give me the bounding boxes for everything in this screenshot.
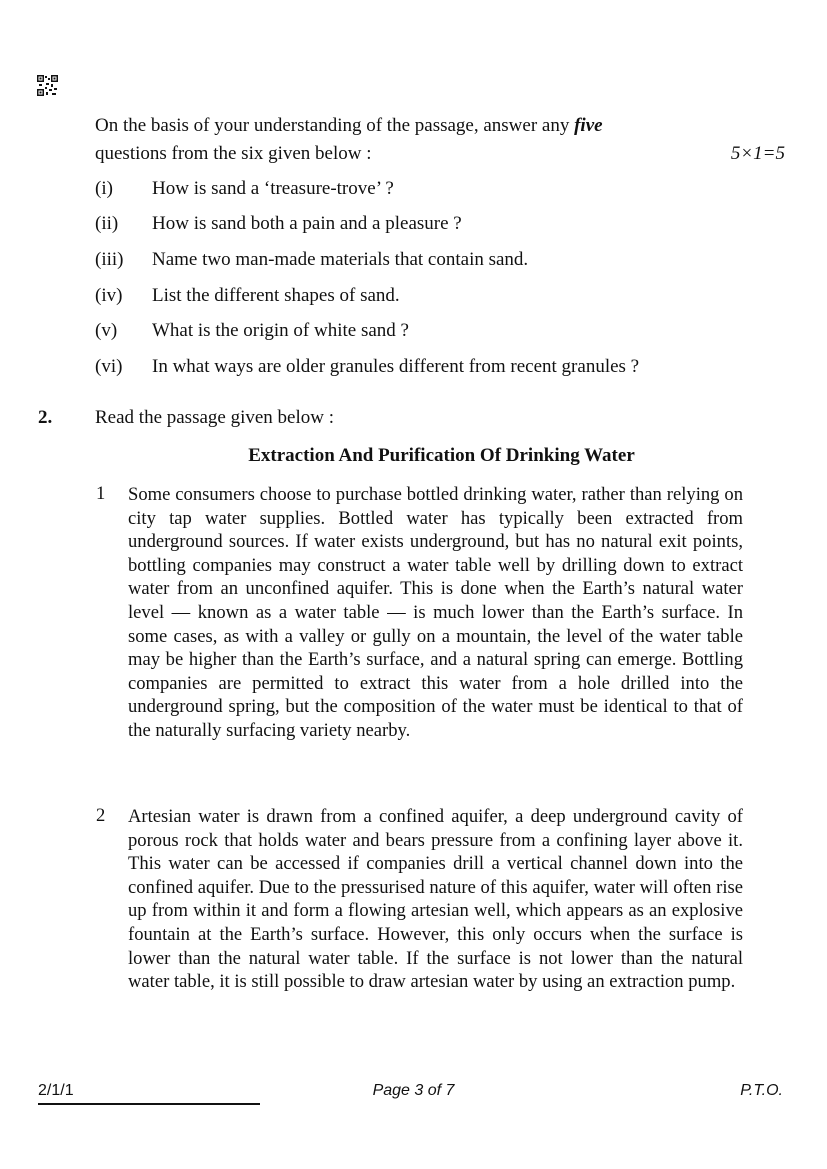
paper-code: 2/1/1 [38,1082,74,1099]
passage-paragraph: Artesian water is drawn from a confined aquifer, a deep underground cavity of porous rock that holds water and bears pressure from a confining layer above it. This water can be accessed if companies drill a vertical channel down into the confined aquifer. Due to the pressurised nature of this aquifer, water will often rise up from within it and form a flowing artesian well, which appears as an explosive fountain at the Earth’s surface. However, this only occurs when the surface is lower than the natural water table. If the surface is not lower than the natural water table, it is still possible to draw artesian water by using an extraction pump. [128,806,743,993]
sub-question-number: (vi) [95,356,123,377]
footer-divider [38,1103,260,1105]
page-number: Page 3 of 7 [372,1082,455,1099]
marks-label: 5×1=5 [730,143,785,164]
paragraph-number: 2 [96,805,106,826]
passage-title: Extraction And Purification Of Drinking Water [248,445,635,466]
sub-question-number: (v) [95,320,118,341]
intro-text: On the basis of your understanding of the passage, answer any [95,115,575,136]
question-instruction: Read the passage given below : [95,407,335,428]
pto-label: P.T.O. [740,1082,783,1099]
question-intro [95,112,785,168]
sub-question-text: How is sand a ‘treasure-trove’ ? [152,178,394,199]
question-number: 2. [38,407,53,428]
sub-question-text: In what ways are older granules different from recent granules ? [152,356,640,377]
sub-question-number: (ii) [95,213,119,234]
sub-question-number: (iv) [95,285,123,306]
paragraph-number: 1 [96,483,106,504]
intro-emphasis: five [574,115,603,136]
intro-text-continued: questions from the six given below : [95,143,372,164]
sub-question-number: (iii) [95,249,124,270]
passage-paragraph: Some consumers choose to purchase bottled drinking water, rather than relying on city tap water supplies. Bottled water has typically been extracted from underground sources. If water exists underground, but has no natural exit points, bottling companies may construct a water table well by drilling down to extract water from an unconfined aquifer. This is done when the Earth’s natural water level — known as a water table — is much lower than the Earth’s surface. In some cases, as with a valley or gully on a mountain, the level of the water table may be higher than the Earth’s surface, and a natural spring can emerge. Bottling companies are permitted to extract this water from a hole drilled into the underground spring, but the composition of the water must be identical to that of the naturally surfacing variety nearby. [128,484,743,741]
sub-question-text: Name two man-made materials that contain sand. [152,249,529,270]
sub-question-text: What is the origin of white sand ? [152,320,409,341]
sub-question-number: (i) [95,178,113,199]
qr-code-icon [37,75,58,96]
sub-question-text: How is sand both a pain and a pleasure ? [152,213,462,234]
sub-question-text: List the different shapes of sand. [152,285,400,306]
